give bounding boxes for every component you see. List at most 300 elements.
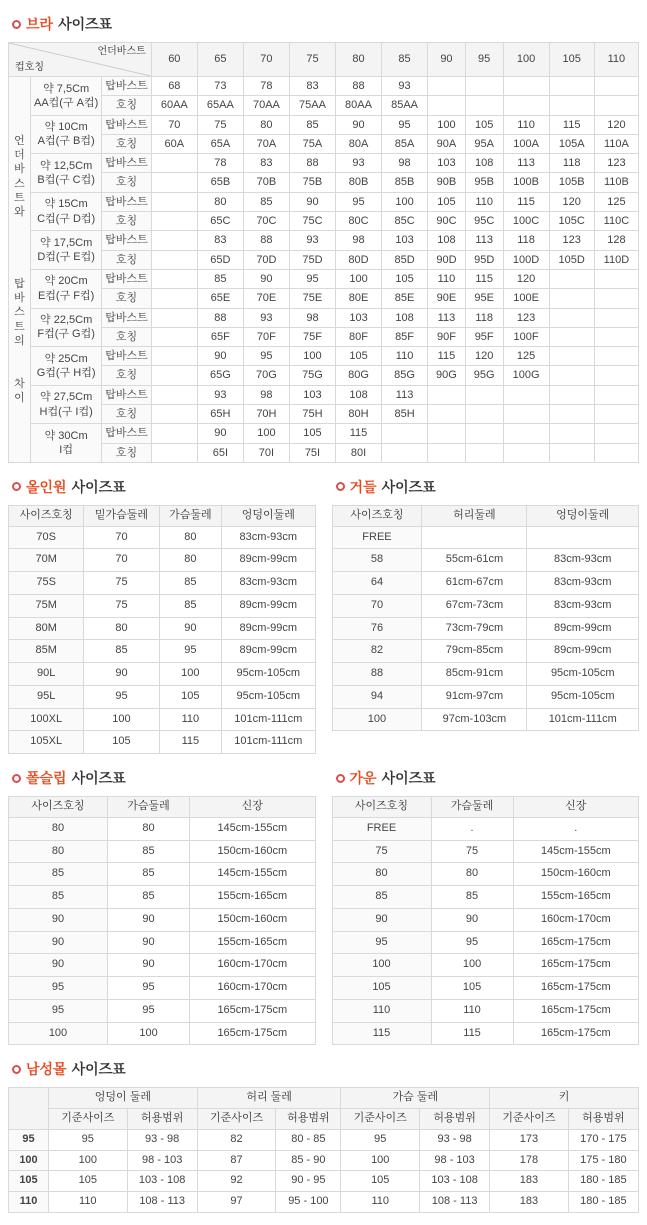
allinone-cell: 85 [159, 594, 221, 617]
bra-topbust-value: 88 [197, 308, 243, 327]
mens-cell: 180 - 185 [568, 1171, 638, 1192]
bra-cup-label: 약 15Cm C컵(구 D컵) [31, 192, 102, 231]
mens-cell: 103 - 108 [420, 1171, 490, 1192]
section-title-accent: 올인원 [26, 478, 67, 495]
bra-call-value: 80D [335, 250, 381, 269]
fullslip-cell: 155cm-165cm [190, 931, 315, 954]
bra-call-value: 65A [197, 134, 243, 153]
bra-topbust-value: 80 [243, 115, 289, 134]
girdle-column-header: 허리둘레 [422, 505, 527, 526]
mens-cell: 93 - 98 [420, 1129, 490, 1150]
bra-call-value: 65E [197, 289, 243, 308]
table-row [332, 1022, 639, 1045]
fullslip-size-table [8, 796, 316, 1045]
allinone-cell: 75 [84, 572, 159, 595]
bra-topbust-value: 100 [243, 424, 289, 443]
table-row [9, 231, 639, 250]
table-row [9, 999, 316, 1022]
bra-size-table [8, 42, 639, 463]
mens-sub-header: 기준사이즈 [197, 1109, 276, 1130]
bra-call-value [503, 96, 549, 115]
bra-call-value: 110C [594, 212, 638, 231]
bra-call-value: 85H [382, 405, 428, 424]
bra-cup-label: 약 30Cm I컵 [31, 424, 102, 463]
section-title-rest: 사이즈표 [381, 478, 436, 495]
bra-call-value [594, 96, 638, 115]
allinone-cell: 89cm-99cm [222, 640, 315, 663]
gown-cell: 165cm-175cm [513, 1022, 638, 1045]
mens-cell: 80 - 85 [276, 1129, 341, 1150]
bra-call-value: 90F [428, 327, 466, 346]
allinone-cell: 95L [9, 685, 84, 708]
table-row [9, 250, 639, 269]
fullslip-cell: 90 [108, 908, 190, 931]
girdle-cell: 95cm-105cm [527, 685, 639, 708]
section-heading-girdle [336, 477, 640, 497]
bra-call-value: 75D [289, 250, 335, 269]
gown-cell: 90 [332, 908, 431, 931]
bra-topbust-value: 120 [594, 115, 638, 134]
allinone-cell: 70 [84, 526, 159, 549]
bra-call-value [465, 405, 503, 424]
size-chart-page [0, 14, 647, 1225]
table-row [332, 908, 639, 931]
bra-underbust-header: 60 [151, 43, 197, 77]
section-title-accent: 거들 [349, 478, 377, 495]
allinone-cell: 95 [159, 640, 221, 663]
girdle-cell: FREE [332, 526, 422, 549]
bra-topbust-value [594, 424, 638, 443]
bra-call-value: 70AA [243, 96, 289, 115]
bra-topbust-value: 125 [594, 192, 638, 211]
bra-topbust-value: 100 [382, 192, 428, 211]
section-heading-fullslip [12, 768, 316, 788]
bra-topbust-value: 103 [428, 154, 466, 173]
bra-call-value: 85E [382, 289, 428, 308]
mens-sub-header: 허용범위 [127, 1109, 197, 1130]
bra-topbust-value: 70 [151, 115, 197, 134]
table-row [332, 685, 639, 708]
mens-cell: 103 - 108 [127, 1171, 197, 1192]
bra-topbust-value [151, 269, 197, 288]
mens-cell: 110 [341, 1192, 420, 1213]
bra-cup-label: 약 17,5Cm D컵(구 E컵) [31, 231, 102, 270]
fullslip-cell: 95 [9, 977, 108, 1000]
mens-cell: 98 - 103 [420, 1150, 490, 1171]
table-row [9, 212, 639, 231]
bra-call-value: 70I [243, 443, 289, 462]
bra-call-value [503, 405, 549, 424]
mens-size-table [8, 1087, 639, 1213]
girdle-cell: 95cm-105cm [527, 663, 639, 686]
bra-call-value [465, 443, 503, 462]
table-row [9, 154, 639, 173]
bra-topbust-value [428, 385, 466, 404]
table-row [9, 526, 316, 549]
bra-topbust-value: 123 [549, 231, 594, 250]
fullslip-cell: 85 [108, 840, 190, 863]
bra-topbust-value: 100 [289, 347, 335, 366]
bra-call-value: 95D [465, 250, 503, 269]
girdle-cell: 85cm-91cm [422, 663, 527, 686]
bra-call-value: 65C [197, 212, 243, 231]
section-title-rest: 사이즈표 [71, 478, 126, 495]
bra-topbust-value [549, 424, 594, 443]
col-girdle [332, 463, 640, 754]
gown-cell: 110 [332, 999, 431, 1022]
allinone-column-header: 엉덩이둘레 [222, 505, 315, 526]
girdle-cell: 101cm-111cm [527, 708, 639, 731]
girdle-cell: 83cm-93cm [527, 594, 639, 617]
girdle-cell: 94 [332, 685, 422, 708]
row-fullslip-gown [8, 754, 639, 1045]
allinone-cell: 80 [159, 549, 221, 572]
bra-call-value: 70B [243, 173, 289, 192]
gown-cell: 165cm-175cm [513, 954, 638, 977]
bra-call-value: 70D [243, 250, 289, 269]
mens-cell: 178 [490, 1150, 569, 1171]
table-row [332, 640, 639, 663]
bra-call-value: 95F [465, 327, 503, 346]
bra-call-value: 65B [197, 173, 243, 192]
bra-topbust-value: 98 [335, 231, 381, 250]
girdle-cell: 100 [332, 708, 422, 731]
section-title-accent: 가운 [349, 770, 377, 787]
allinone-cell: 95cm-105cm [222, 685, 315, 708]
bra-topbust-value [549, 347, 594, 366]
mens-cell: 100 [341, 1150, 420, 1171]
gown-cell: 75 [332, 840, 431, 863]
bra-call-value [549, 405, 594, 424]
girdle-cell: 82 [332, 640, 422, 663]
bra-call-value: 75G [289, 366, 335, 385]
bra-topbust-value: 108 [382, 308, 428, 327]
bra-topbust-value: 88 [243, 231, 289, 250]
girdle-cell [527, 526, 639, 549]
bra-topbust-value [503, 424, 549, 443]
bra-call-value: 105A [549, 134, 594, 153]
bra-topbust-value [503, 77, 549, 96]
bra-call-value [428, 96, 466, 115]
allinone-column-header: 가슴둘레 [159, 505, 221, 526]
gown-cell: 165cm-175cm [513, 931, 638, 954]
bra-call-value: 65D [197, 250, 243, 269]
bra-call-value: 90D [428, 250, 466, 269]
mens-cell: 90 - 95 [276, 1171, 341, 1192]
allinone-cell: 100XL [9, 708, 84, 731]
bra-topbust-value [594, 77, 638, 96]
bra-row-type-call: 호칭 [102, 134, 152, 153]
bra-call-value: 85AA [382, 96, 428, 115]
fullslip-cell: 160cm-170cm [190, 977, 315, 1000]
section-heading-bra [12, 14, 639, 34]
bra-call-value: 80I [335, 443, 381, 462]
mens-group-header: 가슴 둘레 [341, 1088, 490, 1109]
bullet-icon [12, 20, 21, 29]
allinone-cell: 90 [159, 617, 221, 640]
bra-row-type-top: 탑바스트 [102, 231, 152, 250]
section-title-accent: 남성몰 [26, 1061, 67, 1078]
mens-sub-header: 기준사이즈 [49, 1109, 128, 1130]
bra-topbust-value: 120 [503, 269, 549, 288]
allinone-cell: 75S [9, 572, 84, 595]
fullslip-column-header: 가슴둘레 [108, 797, 190, 818]
gown-size-table [332, 796, 640, 1045]
mens-group-header [9, 1088, 49, 1130]
bra-topbust-value: 110 [428, 269, 466, 288]
bra-call-value: 70C [243, 212, 289, 231]
bra-row-type-call: 호칭 [102, 173, 152, 192]
bra-topbust-value: 120 [465, 347, 503, 366]
bra-topbust-value: 118 [465, 308, 503, 327]
bra-cup-label: 약 22,5Cm F컵(구 G컵) [31, 308, 102, 347]
fullslip-cell: 80 [108, 817, 190, 840]
bra-call-value: 75F [289, 327, 335, 346]
girdle-cell: 89cm-99cm [527, 640, 639, 663]
bra-corner-top-label: 언더바스트 [97, 46, 146, 57]
mens-cell: 97 [197, 1192, 276, 1213]
bra-topbust-value: 128 [594, 231, 638, 250]
mens-cell: 98 - 103 [127, 1150, 197, 1171]
bra-call-value: 80G [335, 366, 381, 385]
bra-topbust-value [382, 424, 428, 443]
bra-call-value: 85C [382, 212, 428, 231]
table-row [332, 886, 639, 909]
allinone-cell: 100 [84, 708, 159, 731]
gown-cell: 80 [431, 863, 513, 886]
table-row [332, 617, 639, 640]
bra-topbust-value [503, 385, 549, 404]
allinone-cell: 85M [9, 640, 84, 663]
bra-topbust-value: 115 [465, 269, 503, 288]
fullslip-column-header: 사이즈호칭 [9, 797, 108, 818]
gown-column-header: 사이즈호칭 [332, 797, 431, 818]
bra-call-value: 75B [289, 173, 335, 192]
bra-call-value: 110A [594, 134, 638, 153]
bra-row-type-call: 호칭 [102, 289, 152, 308]
mens-sub-header: 허용범위 [568, 1109, 638, 1130]
gown-cell: 115 [332, 1022, 431, 1045]
bra-call-value: 85F [382, 327, 428, 346]
bra-call-value: 75AA [289, 96, 335, 115]
bra-call-value: 80H [335, 405, 381, 424]
bra-corner-bottom-label: 컵호칭 [15, 62, 44, 73]
bra-call-value: 75A [289, 134, 335, 153]
table-row [9, 134, 639, 153]
col-fullslip [8, 754, 316, 1045]
bra-row-type-top: 탑바스트 [102, 192, 152, 211]
bra-call-value: 75H [289, 405, 335, 424]
bra-topbust-value [428, 424, 466, 443]
bra-topbust-value: 98 [289, 308, 335, 327]
fullslip-cell: 85 [9, 886, 108, 909]
bra-topbust-value: 80 [197, 192, 243, 211]
bra-topbust-value: 78 [243, 77, 289, 96]
bra-call-value [549, 327, 594, 346]
bra-topbust-value: 100 [428, 115, 466, 134]
table-row [9, 192, 639, 211]
girdle-cell: 91cm-97cm [422, 685, 527, 708]
bra-topbust-value [594, 385, 638, 404]
bra-topbust-value: 85 [197, 269, 243, 288]
table-row [9, 617, 316, 640]
bullet-icon [336, 774, 345, 783]
bra-topbust-value: 85 [289, 115, 335, 134]
bra-call-value: 90G [428, 366, 466, 385]
bra-topbust-value: 105 [465, 115, 503, 134]
girdle-cell: 83cm-93cm [527, 572, 639, 595]
bra-row-type-top: 탑바스트 [102, 347, 152, 366]
bra-topbust-value: 85 [243, 192, 289, 211]
bra-call-value: 100E [503, 289, 549, 308]
mens-cell: 87 [197, 1150, 276, 1171]
gown-cell: . [431, 817, 513, 840]
bra-call-value [151, 289, 197, 308]
table-row [332, 817, 639, 840]
bra-call-value: 80E [335, 289, 381, 308]
bra-topbust-value [594, 347, 638, 366]
table-row [332, 931, 639, 954]
bra-topbust-value [594, 269, 638, 288]
fullslip-cell: 155cm-165cm [190, 886, 315, 909]
bra-topbust-value: 95 [335, 192, 381, 211]
bra-topbust-value: 75 [197, 115, 243, 134]
bra-call-value: 95E [465, 289, 503, 308]
girdle-column-header: 사이즈호칭 [332, 505, 422, 526]
col-gown [332, 754, 640, 1045]
bra-topbust-value: 98 [243, 385, 289, 404]
mens-cell: 95 [341, 1129, 420, 1150]
bra-call-value: 65I [197, 443, 243, 462]
bra-topbust-value: 123 [594, 154, 638, 173]
fullslip-cell: 165cm-175cm [190, 1022, 315, 1045]
bra-topbust-value [151, 154, 197, 173]
bra-row-type-call: 호칭 [102, 250, 152, 269]
bra-call-value: 80B [335, 173, 381, 192]
bra-row-type-call: 호칭 [102, 366, 152, 385]
allinone-cell: 89cm-99cm [222, 617, 315, 640]
bra-topbust-value: 113 [382, 385, 428, 404]
fullslip-cell: 90 [108, 931, 190, 954]
section-heading-gown [336, 768, 640, 788]
girdle-cell: 97cm-103cm [422, 708, 527, 731]
fullslip-cell: 90 [108, 954, 190, 977]
gown-cell: 90 [431, 908, 513, 931]
bra-call-value: 95B [465, 173, 503, 192]
bra-topbust-value: 100 [335, 269, 381, 288]
table-row [332, 572, 639, 595]
mens-cell: 105 [49, 1171, 128, 1192]
bra-topbust-value: 90 [243, 269, 289, 288]
bra-call-value: 65G [197, 366, 243, 385]
bra-topbust-value [151, 231, 197, 250]
mens-cell: 183 [490, 1192, 569, 1213]
bra-call-value [428, 405, 466, 424]
fullslip-cell: 80 [9, 840, 108, 863]
bra-topbust-value: 108 [465, 154, 503, 173]
bra-table-wrap [8, 42, 639, 463]
table-row [332, 549, 639, 572]
table-row [332, 863, 639, 886]
section-heading-allinone [12, 477, 316, 497]
gown-cell: 80 [332, 863, 431, 886]
bra-call-value: 80A [335, 134, 381, 153]
table-row [9, 1171, 639, 1192]
bra-call-value [151, 250, 197, 269]
table-row [9, 1129, 639, 1150]
fullslip-cell: 85 [9, 863, 108, 886]
table-row [332, 663, 639, 686]
fullslip-cell: 80 [9, 817, 108, 840]
girdle-column-header: 엉덩이둘레 [527, 505, 639, 526]
allinone-cell: 100 [159, 663, 221, 686]
gown-cell: 160cm-170cm [513, 908, 638, 931]
bra-topbust-value: 88 [335, 77, 381, 96]
mens-cell: 105 [341, 1171, 420, 1192]
bra-underbust-header: 85 [382, 43, 428, 77]
table-row [332, 526, 639, 549]
bra-topbust-value: 110 [382, 347, 428, 366]
table-row [9, 1192, 639, 1213]
bra-call-value [594, 289, 638, 308]
bra-topbust-value: 108 [428, 231, 466, 250]
bra-topbust-value [465, 385, 503, 404]
fullslip-cell: 145cm-155cm [190, 863, 315, 886]
bra-topbust-value: 118 [503, 231, 549, 250]
fullslip-cell: 150cm-160cm [190, 840, 315, 863]
bra-topbust-value: 90 [197, 424, 243, 443]
table-row [9, 1022, 316, 1045]
bra-call-value [549, 289, 594, 308]
section-heading-mens [12, 1059, 639, 1079]
bra-topbust-value: 93 [197, 385, 243, 404]
allinone-cell: 105 [84, 731, 159, 754]
bra-call-value: 70E [243, 289, 289, 308]
bra-topbust-value: 103 [289, 385, 335, 404]
table-row [9, 931, 316, 954]
bra-call-value: 75E [289, 289, 335, 308]
bra-row-type-call: 호칭 [102, 405, 152, 424]
table-row [332, 840, 639, 863]
bra-topbust-value [465, 424, 503, 443]
bra-topbust-value: 110 [465, 192, 503, 211]
bra-cup-label: 약 12,5Cm B컵(구 C컵) [31, 154, 102, 193]
girdle-cell: 88 [332, 663, 422, 686]
bra-call-value: 100A [503, 134, 549, 153]
table-row [9, 840, 316, 863]
gown-cell: 100 [332, 954, 431, 977]
gown-cell: 115 [431, 1022, 513, 1045]
bra-topbust-value: 108 [335, 385, 381, 404]
bra-topbust-value: 90 [289, 192, 335, 211]
bra-side-label: 언 더 바 스 트 와 탑 바 스 트 의 차 이 [9, 77, 31, 463]
bra-call-value: 100C [503, 212, 549, 231]
allinone-cell: 70 [84, 549, 159, 572]
bra-topbust-value: 78 [197, 154, 243, 173]
gown-cell: 150cm-160cm [513, 863, 638, 886]
gown-column-header: 가슴둘레 [431, 797, 513, 818]
bra-underbust-header: 105 [549, 43, 594, 77]
bra-call-value [151, 173, 197, 192]
bra-call-value: 110B [594, 173, 638, 192]
bra-call-value: 85G [382, 366, 428, 385]
table-row [9, 685, 316, 708]
bra-topbust-value: 93 [243, 308, 289, 327]
table-row [9, 115, 639, 134]
bra-call-value [594, 443, 638, 462]
bra-topbust-value: 105 [289, 424, 335, 443]
bra-topbust-value: 115 [549, 115, 594, 134]
